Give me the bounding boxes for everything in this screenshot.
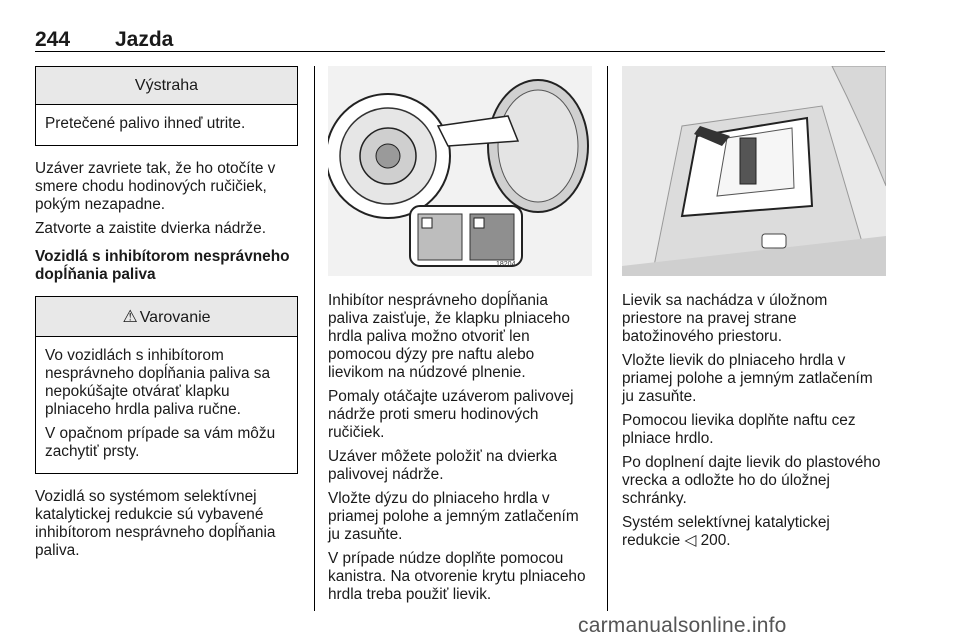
- warning-text: V opačnom prípade sa vám môžu zachytiť prsty.: [45, 425, 276, 460]
- paragraph: Pomocou lievika doplňte naftu cez plniace hrdlo.: [622, 412, 856, 447]
- page-number: 244: [35, 28, 71, 51]
- paragraph: Inhibítor nesprávneho dopĺňania paliva zaisťuje, že klapku plniaceho hrdla paliva možno otvoriť len pomocou dýzy pre naftu alebo lievikom na núdzové plnenie.: [328, 292, 570, 381]
- column-divider: [607, 66, 608, 611]
- column-2: [328, 66, 592, 610]
- image-code: 18204: [496, 261, 516, 268]
- warning-triangle-icon: ⚠: [122, 307, 138, 326]
- paragraph: V prípade núdze doplňte pomocou kanistra. Na otvorenie krytu plniaceho hrdla treba použiť lievik.: [328, 550, 586, 603]
- paragraph: [622, 514, 886, 550]
- warning-text: Vo vozidlách s inhibítorom nesprávneho dopĺňania paliva sa nepokúšajte otvárať klapku plniaceho hrdla paliva ručne.: [45, 347, 271, 418]
- paragraph: Po doplnení dajte lievik do plastového vrecka a odložte ho do úložnej schránky.: [622, 454, 881, 507]
- column-3: [622, 66, 886, 556]
- funnel-storage-illustration: [622, 66, 886, 276]
- paragraph-text: Systém selektívnej katalytickej redukcie: [622, 514, 830, 549]
- paragraph: Pomaly otáčajte uzáverom palivovej nádrže proti smeru hodinových ručičiek.: [328, 388, 574, 441]
- warning-title-text: Varovanie: [139, 309, 211, 326]
- page-header: [35, 28, 885, 52]
- paragraph: Vložte dýzu do plniaceho hrdla v priamej polohe a jemným zatlačením ju zasuňte.: [328, 490, 579, 543]
- watermark: carmanualsonline.info: [578, 614, 787, 637]
- paragraph: Zatvorte a zaistite dvierka nádrže.: [35, 220, 266, 237]
- page-reference-icon: ◁: [684, 532, 697, 549]
- paragraph: Uzáver môžete položiť na dvierka palivovej nádrže.: [328, 448, 558, 483]
- paragraph: Vložte lievik do plniaceho hrdla v priamej polohe a jemným zatlačením ju zasuňte.: [622, 352, 873, 405]
- warning-box: [35, 296, 298, 474]
- column-divider: [314, 66, 315, 611]
- page-reference-link[interactable]: 200.: [696, 532, 731, 549]
- chapter-title: Jazda: [115, 28, 174, 51]
- caution-box: [35, 66, 298, 146]
- paragraph: Lievik sa nachádza v úložnom priestore na pravej strane batožinového priestoru.: [622, 292, 828, 345]
- section-heading: Vozidlá s inhibítorom nesprávneho dopĺňania paliva: [35, 248, 290, 283]
- paragraph: Vozidlá so systémom selektívnej katalytickej redukcie sú vybavené inhibítorom nesprávneho dopĺňania paliva.: [35, 488, 276, 559]
- caution-text: Pretečené palivo ihneď utrite.: [45, 115, 246, 132]
- warning-title: [36, 297, 297, 337]
- paragraph: Uzáver zavriete tak, že ho otočíte v smere chodu hodinových ručičiek, pokým nezapadne.: [35, 160, 276, 213]
- caution-title: Výstraha: [36, 67, 297, 105]
- fuel-filler-illustration: [328, 66, 592, 276]
- column-1: [35, 66, 298, 566]
